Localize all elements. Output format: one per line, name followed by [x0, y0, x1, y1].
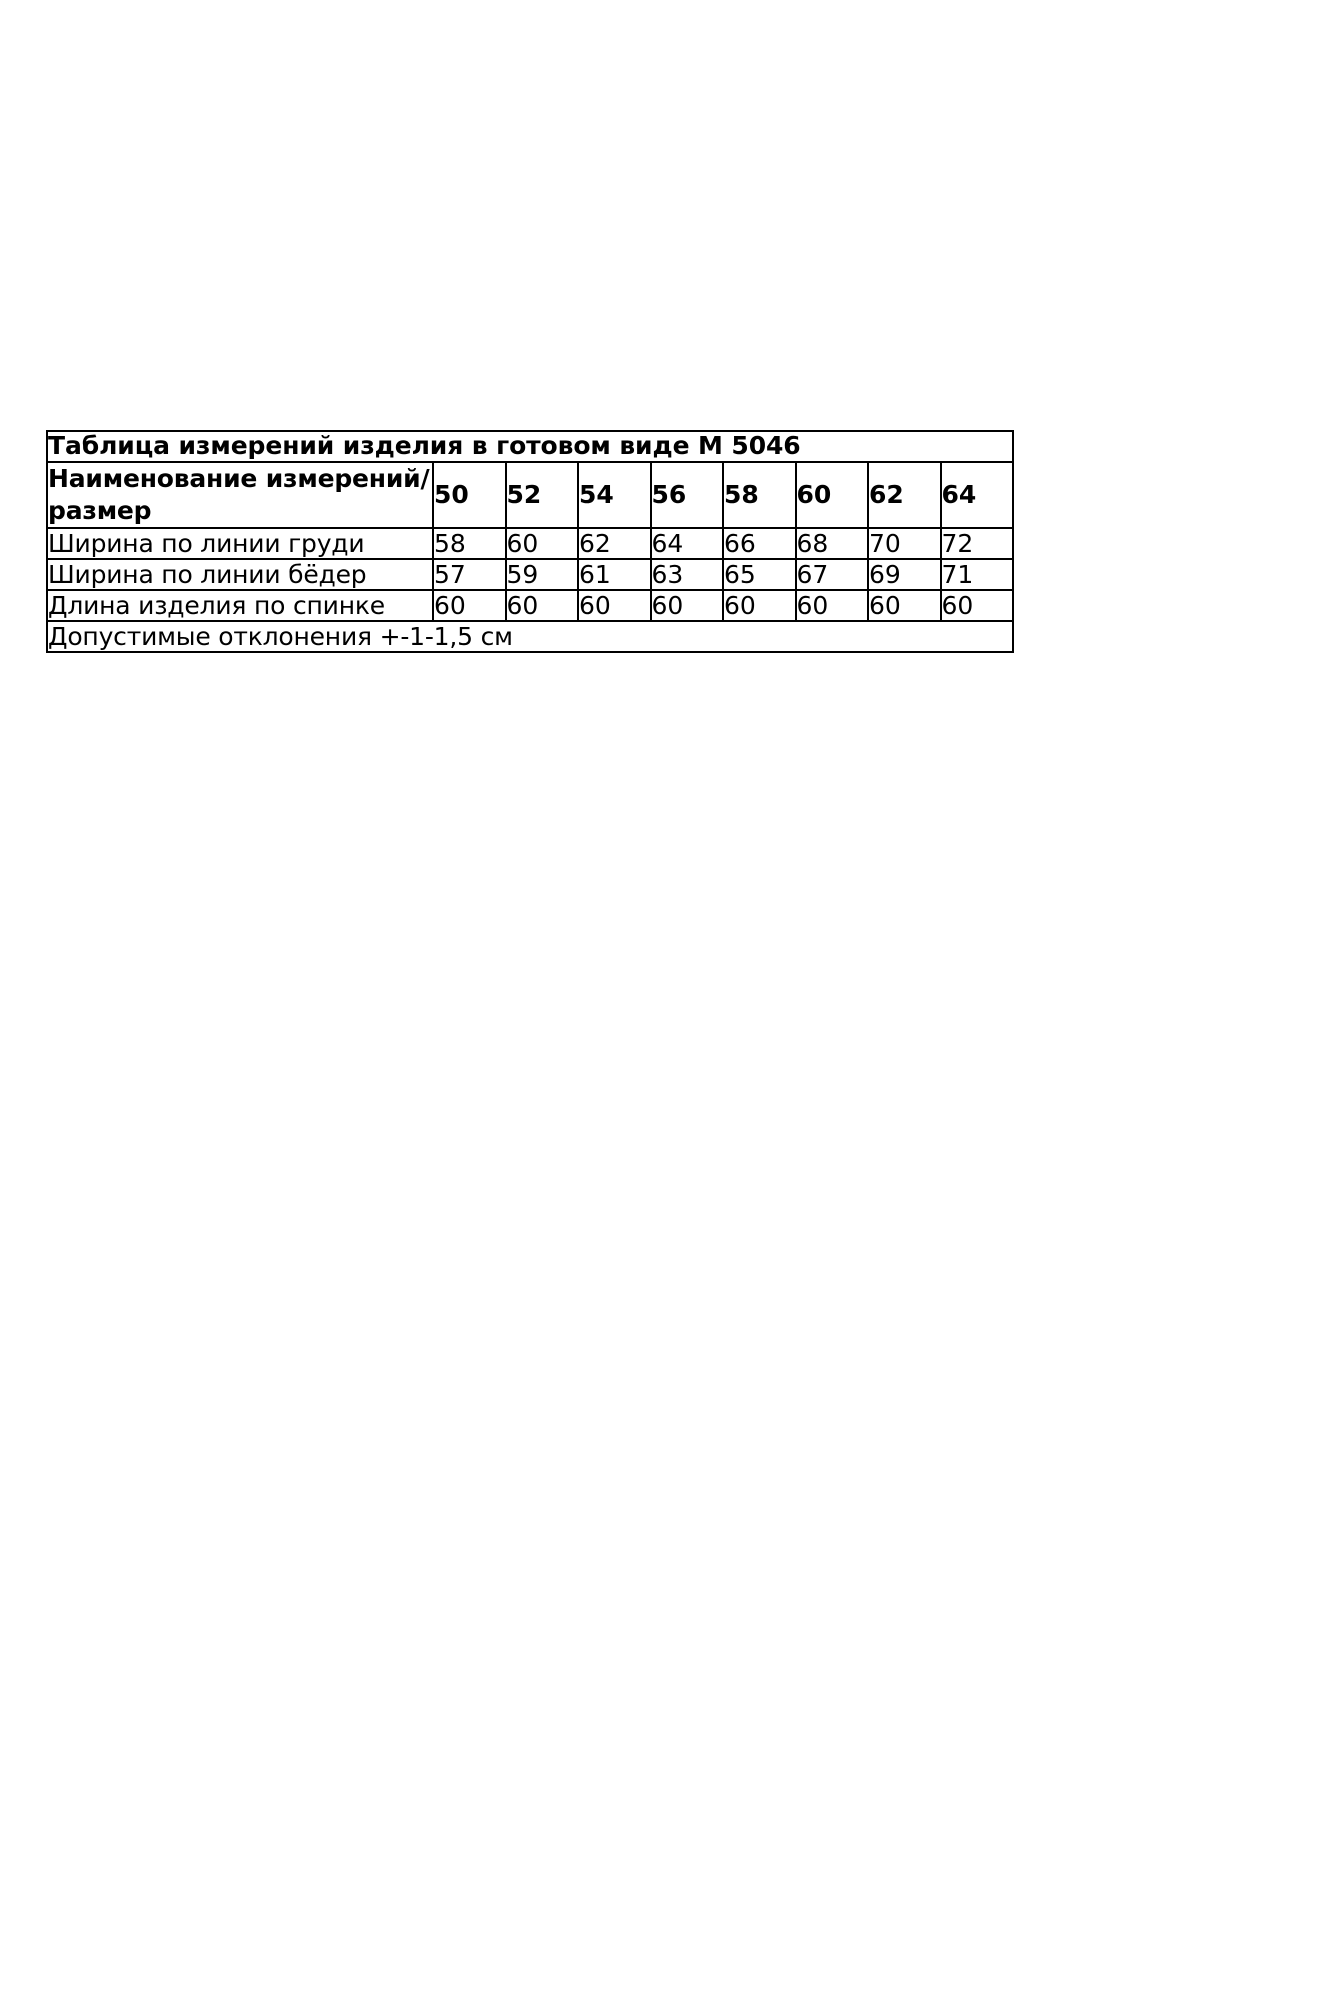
- row-label-back-length: Длина изделия по спинке: [47, 590, 433, 621]
- header-size-62: 62: [868, 462, 941, 528]
- cell-hip-54: 61: [578, 559, 651, 590]
- tolerance-note: Допустимые отклонения +-1-1,5 см: [47, 621, 1013, 652]
- header-size-52: 52: [506, 462, 579, 528]
- cell-chest-50: 58: [433, 528, 506, 559]
- header-size-64: 64: [941, 462, 1014, 528]
- header-size-56: 56: [651, 462, 724, 528]
- cell-hip-62: 69: [868, 559, 941, 590]
- cell-length-50: 60: [433, 590, 506, 621]
- cell-hip-64: 71: [941, 559, 1014, 590]
- cell-length-52: 60: [506, 590, 579, 621]
- header-size-50: 50: [433, 462, 506, 528]
- table-title: Таблица измерений изделия в готовом виде М 5046: [47, 431, 1013, 462]
- header-size-58: 58: [723, 462, 796, 528]
- cell-hip-56: 63: [651, 559, 724, 590]
- table-header-row: [47, 462, 1013, 528]
- size-chart-container: [46, 430, 1012, 653]
- header-size-54: 54: [578, 462, 651, 528]
- cell-chest-64: 72: [941, 528, 1014, 559]
- cell-hip-58: 65: [723, 559, 796, 590]
- cell-length-58: 60: [723, 590, 796, 621]
- table-note-row: [47, 621, 1013, 652]
- cell-hip-52: 59: [506, 559, 579, 590]
- cell-hip-50: 57: [433, 559, 506, 590]
- row-label-hip-width: Ширина по линии бёдер: [47, 559, 433, 590]
- cell-length-56: 60: [651, 590, 724, 621]
- table-row: [47, 528, 1013, 559]
- cell-chest-58: 66: [723, 528, 796, 559]
- cell-chest-60: 68: [796, 528, 869, 559]
- table-row: [47, 559, 1013, 590]
- cell-length-54: 60: [578, 590, 651, 621]
- cell-chest-54: 62: [578, 528, 651, 559]
- table-row: [47, 590, 1013, 621]
- table-title-row: [47, 431, 1013, 462]
- header-measurement-name: Наименование измерений/размер: [47, 462, 433, 528]
- row-label-chest-width: Ширина по линии груди: [47, 528, 433, 559]
- cell-length-60: 60: [796, 590, 869, 621]
- cell-hip-60: 67: [796, 559, 869, 590]
- header-size-60: 60: [796, 462, 869, 528]
- cell-chest-52: 60: [506, 528, 579, 559]
- cell-chest-62: 70: [868, 528, 941, 559]
- measurements-table: [46, 430, 1014, 653]
- cell-length-62: 60: [868, 590, 941, 621]
- cell-length-64: 60: [941, 590, 1014, 621]
- cell-chest-56: 64: [651, 528, 724, 559]
